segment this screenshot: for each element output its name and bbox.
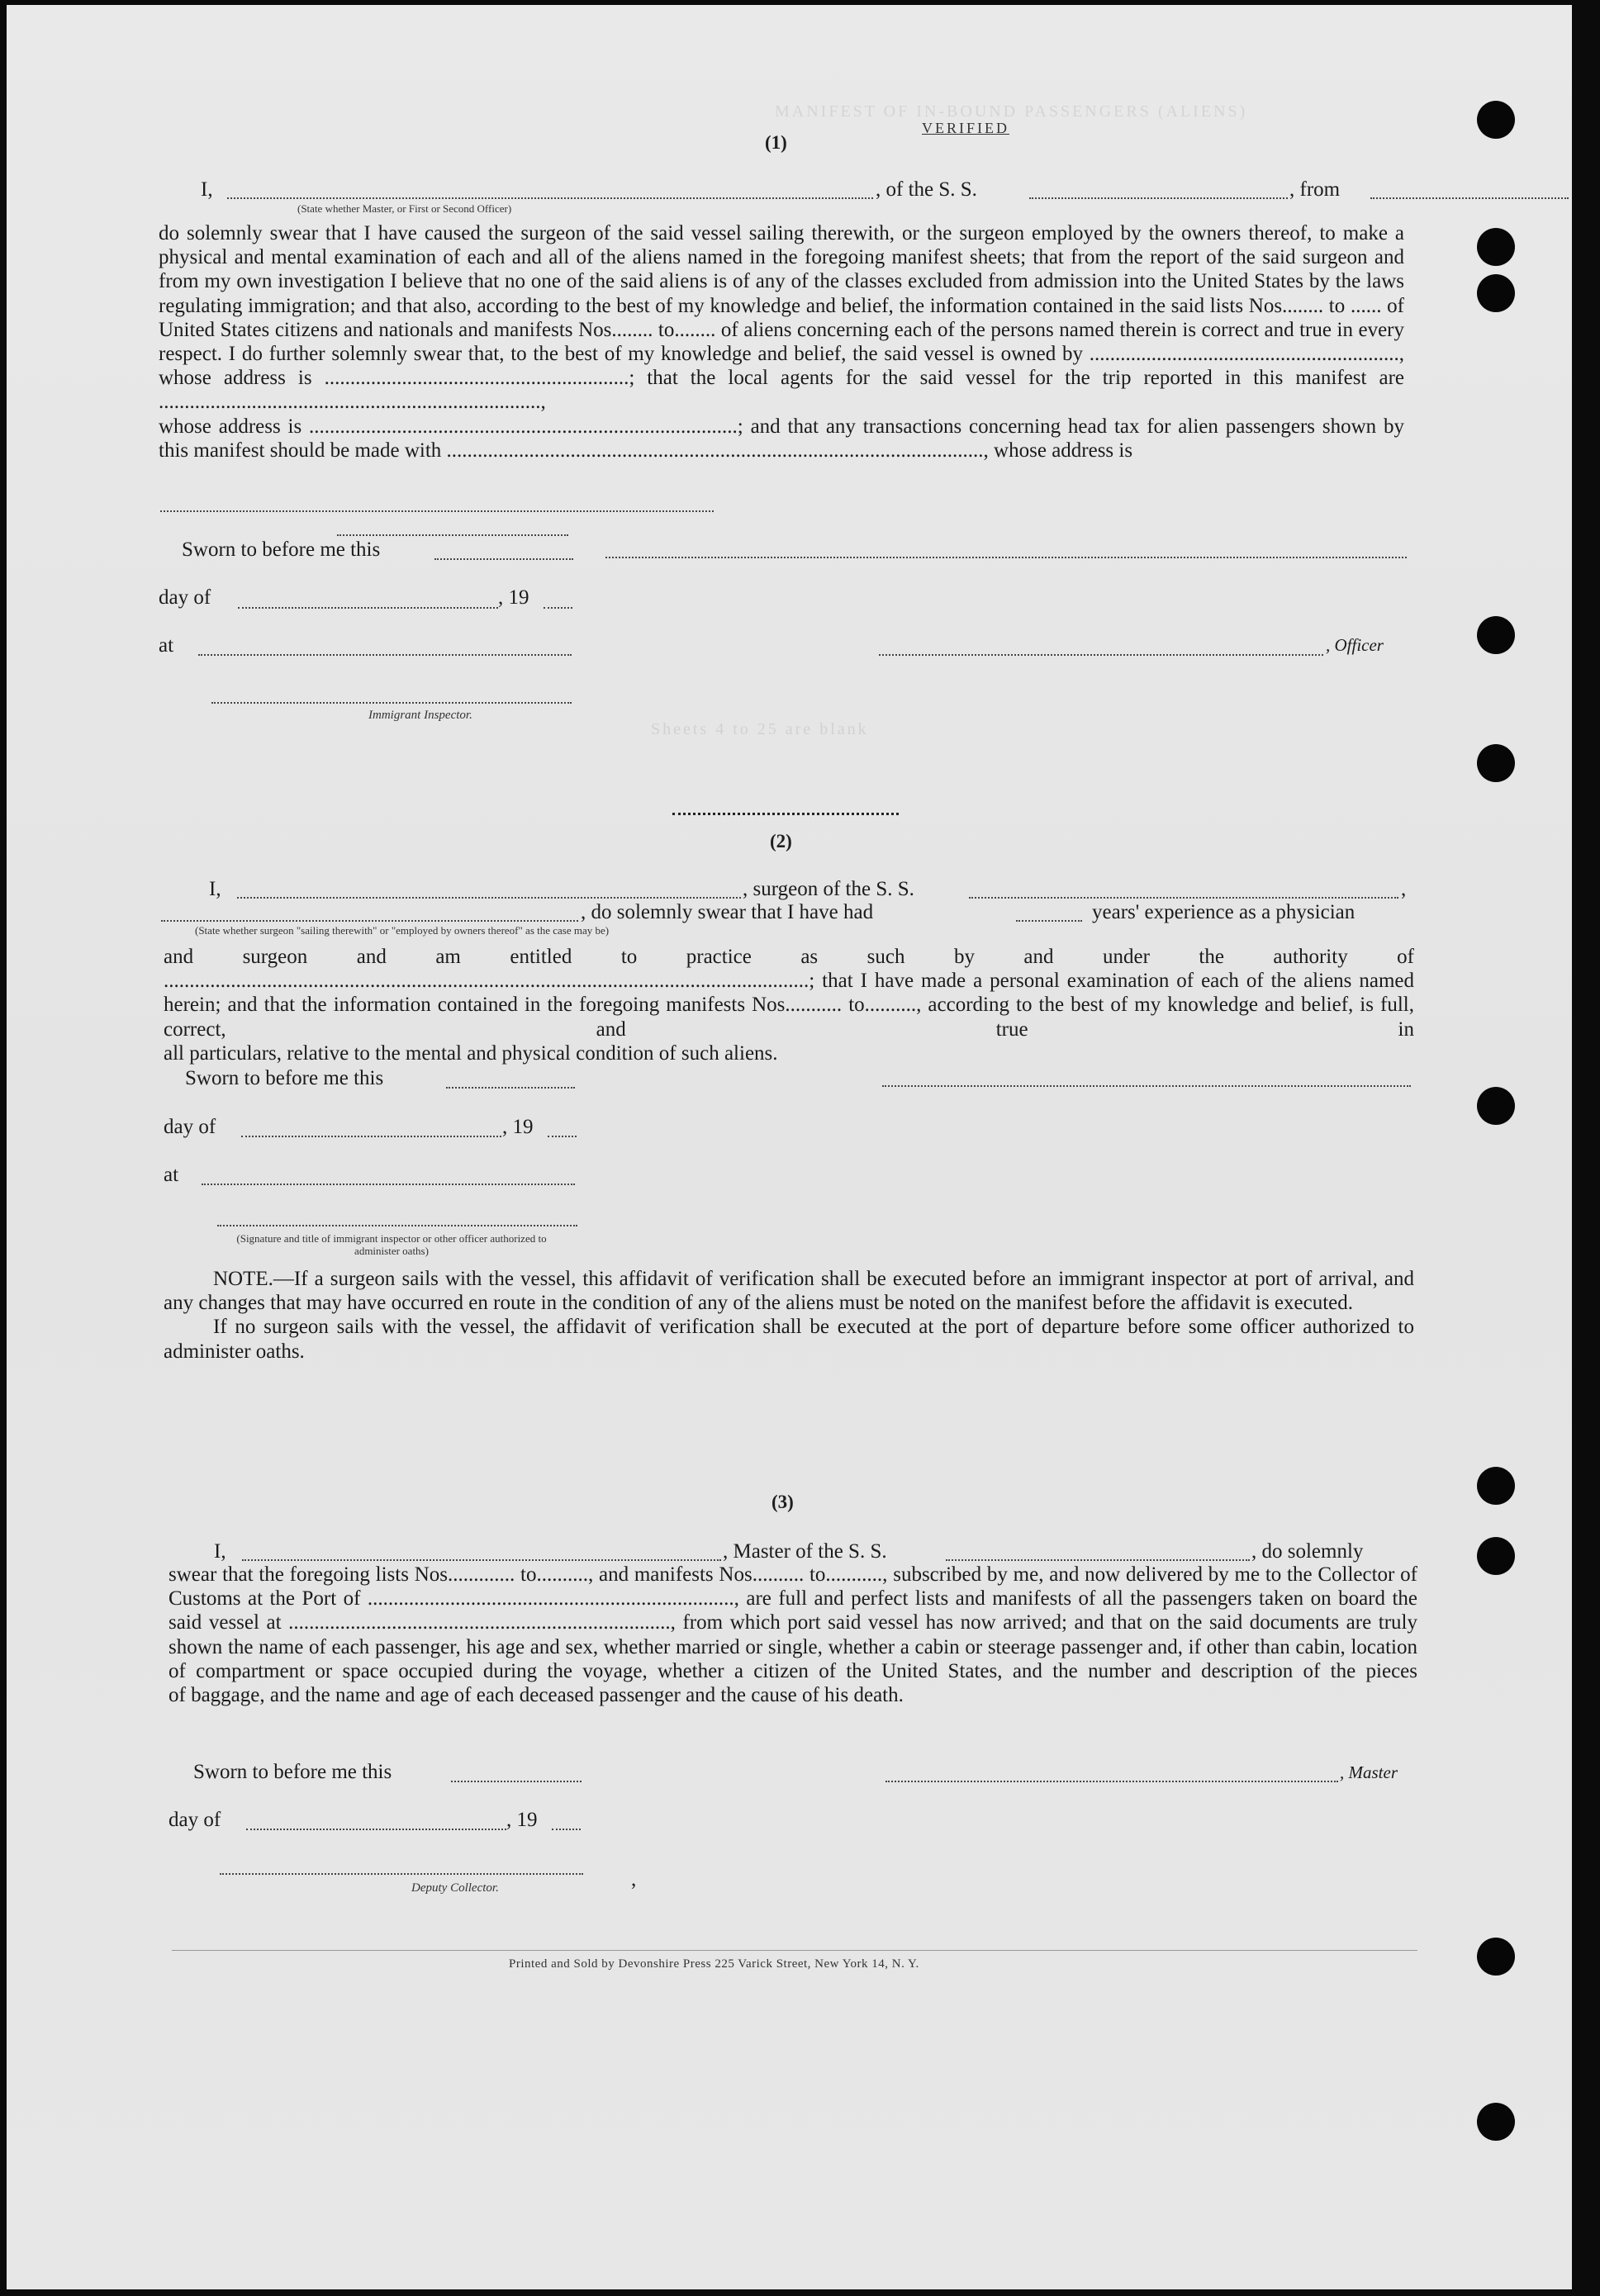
year-field[interactable]	[548, 1136, 577, 1137]
deputy-signature-line[interactable]	[220, 1873, 583, 1875]
year-label: , 19	[502, 1116, 534, 1138]
punch-hole	[1477, 1537, 1515, 1575]
section3-body: swear that the foregoing lists Nos............. to.........., and manifests Nos.......... to..........., subscribed by me, and now delivered by me to the Collector of Customs at the Port of ......................................................................., are full and perfect lists and manifests of all the passengers taken on board the said vessel at .........................................................................., from which port said vessel has now arrived; and that on the said documents are truly shown the name of each passenger, his age and sex, whether married or single, whether a cabin or steerage passenger and, if other than cabin, location of compartment or space occupied during the voyage, whether a citizen of the United States, and the number and description of the pieces of baggage, and the name and age of each deceased passenger and the cause of his death.	[169, 1563, 1417, 1707]
years-field[interactable]	[1016, 920, 1082, 922]
vessel-name-field[interactable]	[1029, 197, 1288, 199]
year-label: , 19	[506, 1809, 538, 1831]
year-field[interactable]	[544, 607, 572, 609]
inspector-signature-line[interactable]	[211, 702, 572, 704]
section-separator	[672, 813, 899, 815]
day-field[interactable]	[246, 1829, 506, 1830]
officer-signature-line[interactable]	[605, 557, 1407, 558]
officer-field[interactable]	[879, 654, 1323, 656]
at-label: at	[159, 634, 174, 657]
master-label: , Master	[1340, 1762, 1398, 1782]
bleed-through-text: MANIFEST OF IN-BOUND PASSENGERS (ALIENS)	[775, 102, 1248, 121]
punch-hole	[1477, 274, 1515, 312]
master-name-field[interactable]	[227, 197, 873, 199]
at-place-field[interactable]	[198, 654, 572, 656]
surgeon-note: NOTE.—If a surgeon sails with the vessel, this affidavit of verification shall be executed before an immigrant inspector at port of arrival, and any changes that may have occurred en route in the condition of any of the aliens must be noted on the manifest before the affidavit is executed. If no surgeon sails with the vessel, the affidavit of verification shall be executed at the port of departure before some officer authorized to administer oaths.	[164, 1268, 1414, 1363]
at-label: at	[164, 1164, 179, 1186]
punch-hole	[1477, 1087, 1515, 1125]
day-field[interactable]	[241, 1136, 501, 1137]
at-place-field[interactable]	[202, 1184, 575, 1185]
document-page	[7, 5, 1572, 2289]
day-label: day of	[169, 1809, 221, 1831]
divider-dots	[337, 534, 568, 536]
comma-mark: ,	[631, 1868, 637, 1890]
vessel-name-field[interactable]	[946, 1559, 1250, 1561]
punch-hole	[1477, 1467, 1515, 1505]
sworn-label: Sworn to before me this	[182, 538, 381, 561]
sworn-date-field[interactable]	[446, 1087, 575, 1089]
surgeon-status-field[interactable]	[161, 920, 578, 922]
day-field[interactable]	[238, 607, 498, 609]
from-port-field[interactable]	[1370, 197, 1569, 199]
sworn-date-field[interactable]	[434, 558, 573, 560]
address-continuation-field[interactable]	[160, 510, 714, 512]
punch-hole	[1477, 228, 1515, 266]
section2-body: and surgeon and am entitled to practice as such by and under the authority of .............................................................................................................................; that I have made a personal examination of each of the aliens named herein; and that the information contained in the foregoing manifests Nos........... to.........., according to the best of my knowledge and belief, is full, correct, and true in all particulars, relative to the mental and physical condition of such aliens.	[164, 946, 1414, 1065]
footer-rule	[172, 1950, 1417, 1951]
punch-hole	[1477, 744, 1515, 782]
sworn-label: Sworn to before me this	[193, 1761, 392, 1783]
sworn-date-field[interactable]	[451, 1781, 582, 1782]
inspector-signature-line[interactable]	[217, 1225, 577, 1226]
section1-line1: I, , of the S. S. , from	[151, 178, 1411, 202]
section3-line1: I, , Master of the S. S. , do solemnly	[214, 1540, 1364, 1563]
day-label: day of	[164, 1116, 216, 1138]
punch-hole	[1477, 2103, 1515, 2141]
master-signature-line[interactable]	[885, 1781, 1338, 1782]
day-label: day of	[159, 586, 211, 609]
section-number: (3)	[772, 1492, 794, 1512]
section-number: (2)	[770, 831, 792, 852]
section1-body: do solemnly swear that I have caused the surgeon of the said vessel sailing therewith, or the surgeon employed by the owners thereof, to make a physical and mental examination of each and all of the aliens named in the foregoing manifest sheets; that from the report of the said surgeon and from my own investigation I believe that no one of the said aliens is of any of the classes excluded from admission into the United States by the laws regulating immigration; and that also, according to the best of my knowledge and belief, the information contained in the said lists Nos........ to ...... of United States citizens and nationals and manifests Nos........ to........ of aliens concerning each of the persons named therein is correct and true in every respect. I do further solemnly swear that, to the best of my knowledge and belief, the said vessel is owned by ............................................................, whose address is ...........................................................; that the local agents for the said vessel for the trip reported in this manifest are .........................................................................., whose address is ...................................................................................; and that any transactions concerning head tax for alien passengers shown by this manifest should be made with ........................................................................................................, whose address is	[159, 222, 1404, 462]
punch-hole	[1477, 616, 1515, 654]
signature-note: (Signature and title of immigrant inspector or other officer authorized to administer oaths)	[236, 1232, 547, 1257]
inspector-label: Immigrant Inspector.	[368, 709, 472, 722]
section-number: (1)	[765, 132, 787, 153]
surgeon-name-field[interactable]	[237, 897, 741, 899]
year-field[interactable]	[552, 1829, 581, 1830]
surgeon-signature-line[interactable]	[882, 1085, 1411, 1087]
officer-label: , Officer	[1326, 635, 1384, 655]
field-note: (State whether Master, or First or Second Officer)	[297, 202, 512, 215]
punch-hole	[1477, 1938, 1515, 1976]
deputy-label: Deputy Collector.	[411, 1881, 499, 1895]
punch-hole	[1477, 101, 1515, 139]
section2-line2: , do solemnly swear that I have had years' experience as a physician	[151, 900, 1415, 925]
year-label: , 19	[498, 586, 529, 609]
field-note: (State whether surgeon "sailing therewith" or "employed by owners thereof" as the case may be)	[195, 924, 610, 937]
bleed-through-text: Sheets 4 to 25 are blank	[651, 720, 869, 738]
section2-line1: I, , surgeon of the S. S. ,	[209, 878, 1407, 900]
vessel-name-field[interactable]	[969, 897, 1398, 899]
verified-stamp: VERIFIED	[922, 120, 1009, 136]
master-name-field[interactable]	[242, 1559, 721, 1561]
sworn-label: Sworn to before me this	[185, 1067, 384, 1089]
printer-imprint: Printed and Sold by Devonshire Press 225 Varick Street, New York 14, N. Y.	[509, 1957, 919, 1971]
